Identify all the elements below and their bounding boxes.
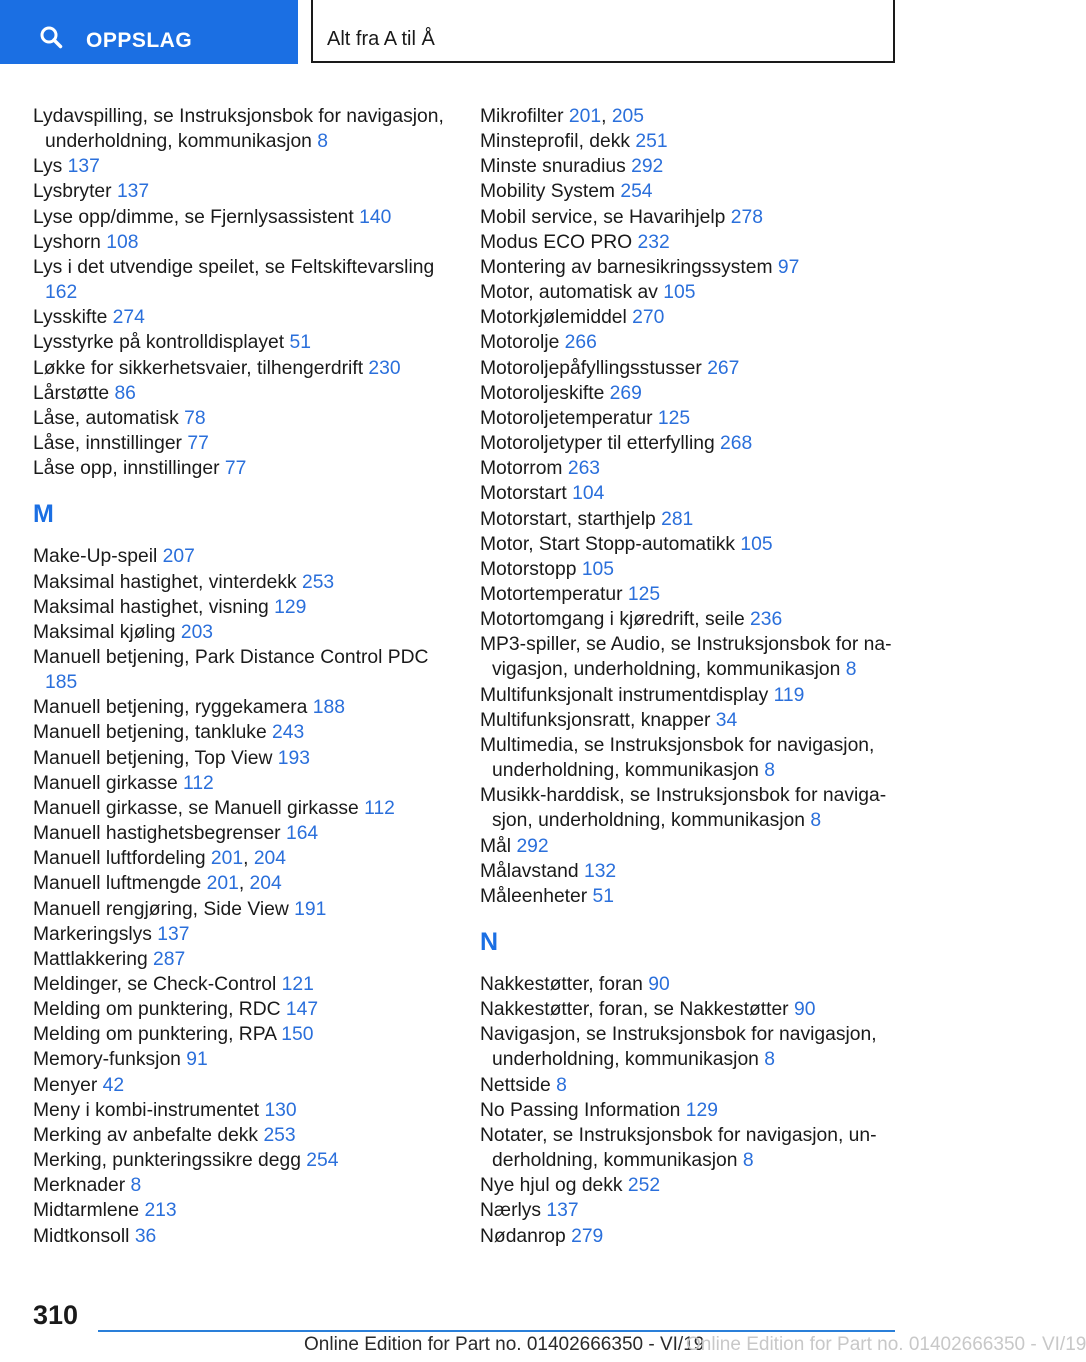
index-entry [480, 1224, 900, 1249]
index-entry-text: Minste snuradius [480, 156, 626, 178]
index-entry-text: Manuell betjening, ryggekamera [33, 697, 308, 719]
index-entry [33, 1198, 453, 1223]
index-entry [480, 582, 900, 607]
index-entry [33, 544, 453, 569]
index-entry-text: Manuell betjening, Park Distance Control PDC [33, 646, 429, 668]
page-ref-link[interactable]: 91 [186, 1049, 208, 1071]
index-entry-text: Manuell girkasse, se Manuell girkasse [33, 797, 359, 819]
index-entry [480, 356, 900, 381]
index-entry-text: Lysbryter [33, 181, 112, 203]
index-entry: Manuell luftmengde 201, 204 [33, 873, 282, 895]
page-ref-link[interactable]: 8 [810, 810, 822, 832]
page-ref-link[interactable]: 232 [637, 231, 670, 253]
index-entry-text: Nakkestøtter, foran [480, 974, 643, 995]
index-entry-text: Låse, innstillinger [33, 433, 182, 455]
search-icon [40, 26, 62, 48]
index-entry-text: Låse, automatisk [33, 407, 179, 429]
page-ref-link[interactable]: 268 [720, 433, 753, 455]
page-ref-link[interactable]: 8 [317, 131, 328, 153]
index-entry [33, 997, 453, 1022]
index-entry-text: Merknader [33, 1175, 126, 1197]
header-tab-oppslag[interactable] [0, 0, 298, 64]
section-letter: N [480, 927, 499, 956]
page-ref-link[interactable]: 129 [685, 1099, 718, 1121]
index-entry-text: Motorstart [480, 483, 567, 505]
page-ref-link[interactable]: 105 [740, 533, 773, 555]
index-entry [480, 406, 900, 431]
index-entry-text: Manuell luftfordeling [33, 848, 206, 870]
index-entry [33, 305, 453, 330]
index-entry-text: Motor, automatisk av [480, 282, 658, 304]
page-ref-link[interactable]: 86 [114, 382, 136, 404]
index-entry [480, 834, 900, 859]
page-ref-link[interactable]: 97 [777, 256, 800, 278]
page-ref-link[interactable]: 236 [750, 609, 783, 631]
index-entry [33, 456, 453, 481]
index-entry [480, 607, 900, 632]
index-entry [480, 1098, 900, 1123]
index-entry [480, 129, 900, 154]
page-ref-link[interactable]: 292 [516, 835, 549, 857]
index-entry [33, 1123, 453, 1148]
index-entry [480, 507, 900, 532]
page-ref-link[interactable]: 185 [45, 672, 78, 694]
index-entry-text: Maksimal kjøling [33, 621, 176, 643]
index-entry [33, 1173, 453, 1198]
page-ref-link[interactable]: 203 [180, 621, 214, 643]
page-ref-link[interactable]: 8 [556, 1074, 567, 1096]
index-entry-text: Meldinger, se Check-Control [33, 974, 277, 995]
index-entry [480, 557, 900, 582]
index-entry-text: Mikrofilter [480, 106, 564, 127]
index-entry [480, 205, 900, 230]
page-ref-link[interactable]: 281 [661, 508, 694, 530]
index-entry-text: Montering av barnesikringssystem [480, 256, 773, 278]
page-ref-link[interactable]: 205 [611, 106, 644, 127]
index-entry-text: Manuell betjening, tankluke [33, 722, 267, 744]
index-entry-text: Mobil service, se Havarihjelp [480, 206, 726, 228]
page-ref-link[interactable]: 252 [627, 1175, 661, 1197]
page-ref-link[interactable]: 8 [845, 659, 857, 681]
index-entry [480, 1073, 900, 1098]
page-ref-link[interactable]: 36 [134, 1225, 157, 1247]
index-entry-text: Multifunksjonsratt, knapper [480, 709, 711, 731]
index-entry-text: Midtarmlene [33, 1200, 140, 1222]
index-column-left [33, 104, 453, 1249]
index-entry-text: Midtkonsoll [33, 1225, 130, 1247]
index-entry [480, 330, 900, 355]
index-entry [33, 620, 453, 645]
index-entry-text: Motoroljetyper til etterfylling [480, 433, 715, 455]
index-entry-text: Merking av anbefalte dekk [33, 1124, 259, 1146]
index-entry [33, 255, 453, 305]
page-ref-link[interactable]: 78 [184, 407, 206, 429]
index-entry [33, 1047, 453, 1072]
index-entry [33, 431, 453, 456]
page-ref-link[interactable]: 292 [631, 156, 664, 178]
index-entry: Manuell luftfordeling 201, 204 [33, 848, 286, 870]
index-entry-text: Manuell luftmengde [33, 873, 202, 895]
index-entry-text: Markeringslys [33, 923, 152, 945]
index-entry [33, 1022, 453, 1047]
index-entry [33, 645, 453, 695]
page-ref-link[interactable]: 140 [359, 206, 392, 228]
index-entry-text: Manuell rengjøring, Side View [33, 898, 289, 920]
page-ref-link[interactable]: 251 [635, 131, 668, 153]
page-ref-link[interactable]: 162 [45, 282, 78, 304]
page-title: Alt fra A til Å [327, 28, 435, 50]
index-entry [33, 972, 453, 997]
footer-divider [98, 1330, 895, 1332]
index-entry-text: Nye hjul og dekk [480, 1175, 623, 1197]
index-column-right [480, 104, 900, 1249]
page-ref-link[interactable]: 279 [571, 1225, 604, 1247]
index-entry-text: Motoroljepåfyllingsstusser [480, 357, 702, 379]
page-ref-link[interactable]: 125 [627, 583, 661, 605]
index-entry [480, 1173, 900, 1198]
index-entry-text: Nødanrop [480, 1225, 566, 1247]
index-entry-text: Make-Up-speil [33, 546, 158, 568]
index-entry-text: Motoroljetemperatur [480, 407, 653, 429]
index-entry-text: Manuell hastighetsbegrenser [33, 823, 281, 845]
index-entry [480, 708, 900, 733]
page-ref-link[interactable]: 8 [130, 1175, 142, 1197]
index-entry [480, 683, 900, 708]
index-entry-text: Mål [480, 835, 512, 857]
index-entry-text: No Passing Information [480, 1099, 681, 1121]
index-entry [33, 104, 453, 154]
index-entry-text: Motor, Start Stopp-automatikk [480, 533, 736, 555]
index-entry [33, 796, 453, 821]
index-entry-text: Motorstart, starthjelp [480, 508, 656, 530]
index-entry [33, 746, 453, 771]
page-ref-link[interactable]: 34 [715, 709, 738, 731]
page-ref-link[interactable]: 121 [281, 974, 314, 995]
index-entry [33, 1148, 453, 1173]
index-entry-text: Lyshorn [33, 231, 101, 253]
page-ref-link[interactable]: 266 [564, 332, 597, 354]
page-ref-link[interactable]: 51 [289, 332, 311, 354]
index-entry [480, 481, 900, 506]
index-entry-text: Manuell girkasse [33, 772, 178, 794]
index-entry-text: Motoroljeskifte [480, 382, 605, 404]
page-number: 310 [33, 1300, 79, 1330]
index-entry [480, 859, 900, 884]
header-title-box [311, 0, 895, 63]
page-ref-link[interactable]: 204 [253, 848, 286, 870]
index-entry-text: Navigasjon, se Instruksjonsbok for navigasjon, underholdning, kommunikasjon [480, 1024, 877, 1071]
index-entry-text: Lårstøtte [33, 382, 110, 404]
index-entry-text: Motorkjølemiddel [480, 307, 627, 329]
index-entry-text: Målavstand [480, 860, 579, 882]
page-ref-link[interactable]: 137 [546, 1200, 579, 1222]
index-entry [480, 305, 900, 330]
page-ref-link[interactable]: 129 [274, 596, 307, 618]
index-entry [480, 1022, 900, 1072]
footer-edition-text: Online Edition for Part no. 01402666350 - VI/19 [304, 1334, 705, 1355]
index-entry-text: Lys i det utvendige speilet, se Feltskiftevarsling [33, 256, 435, 278]
index-entry [480, 783, 900, 833]
index-entry-text: Melding om punktering, RDC [33, 999, 281, 1021]
page-ref-link[interactable]: 77 [187, 433, 209, 455]
page-ref-link[interactable]: 104 [572, 483, 605, 505]
page-ref-link[interactable]: 147 [285, 999, 319, 1021]
page-ref-link[interactable]: 230 [368, 357, 401, 379]
index-entry [33, 406, 453, 431]
page-ref-link[interactable]: 77 [224, 458, 247, 480]
index-entry [33, 1224, 453, 1249]
index-entry-text: Meny i kombi-instrumentet [33, 1099, 260, 1121]
page-ref-link[interactable]: 201 [206, 873, 239, 895]
page-ref-link[interactable]: 42 [102, 1074, 125, 1096]
index-entry [33, 821, 453, 846]
index-entry [480, 632, 900, 682]
page-ref-link[interactable]: 269 [609, 382, 642, 404]
index-entry-text: Motorolje [480, 332, 560, 354]
page-ref-link[interactable]: 150 [281, 1024, 314, 1046]
page-ref-link[interactable]: 287 [153, 948, 186, 970]
index-entry [480, 431, 900, 456]
index-entry-text: Lyse opp/dimme, se Fjernlysassistent [33, 206, 354, 228]
index-entry [33, 330, 453, 355]
page-ref-link[interactable]: 253 [263, 1124, 296, 1146]
index-entry-text: Modus ECO PRO [480, 231, 633, 253]
index-entry-text: Nettside [480, 1074, 551, 1096]
page-ref-link[interactable]: 137 [67, 156, 100, 178]
index-entry-text: Mattlakkering [33, 948, 148, 970]
page-ref-link[interactable]: 254 [620, 181, 653, 203]
index-entry-text: Merking, punkteringssikre degg [33, 1150, 301, 1172]
index-entry-text: MP3-spiller, se Audio, se Instruksjonsbok for navigasjon, underholdning, kommunikasjon [480, 634, 892, 681]
index-entry [480, 179, 900, 204]
page-ref-link[interactable]: 263 [567, 458, 601, 480]
index-entry [480, 532, 900, 557]
index-entry [480, 997, 900, 1022]
index-entry-text: Menyer [33, 1074, 98, 1096]
index-entry-text: Minsteprofil, dekk [480, 131, 631, 153]
index-entry-text: Motorrom [480, 458, 563, 480]
index-entry [33, 922, 453, 947]
index-entry-text: Nakkestøtter, foran, se Nakkestøtter [480, 999, 789, 1021]
index-entry [480, 456, 900, 481]
index-entry-text: Multimedia, se Instruksjonsbok for navigasjon, underholdning, kommunikasjon [480, 734, 875, 782]
index-entry [33, 205, 453, 230]
page-ref-link[interactable]: 137 [157, 923, 190, 945]
index-entry-text: Musikk-harddisk, se Instruksjonsbok for navigasjon, underholdning, kommunikasjon [480, 785, 887, 832]
index-entry [33, 179, 453, 204]
page-ref-link[interactable]: 119 [773, 684, 805, 706]
page-ref-link[interactable]: 112 [364, 797, 395, 819]
index-entry-text: Låse opp, innstillinger [33, 458, 220, 480]
index-entry-text: Mobility System [480, 181, 615, 203]
index-entry [480, 733, 900, 783]
index-entry [33, 947, 453, 972]
page-ref-link[interactable]: 193 [277, 747, 310, 769]
index-entry [480, 884, 900, 909]
page-ref-link[interactable]: 51 [592, 885, 614, 907]
page-ref-link[interactable]: 8 [764, 760, 775, 782]
page-ref-link[interactable]: 191 [294, 898, 327, 920]
page-ref-link[interactable]: 278 [730, 206, 763, 228]
index-entry [480, 1123, 900, 1173]
page-ref-link[interactable]: 108 [106, 231, 139, 253]
watermark: Online Edition for Part no. 01402666350 - VI/19 [686, 1334, 1086, 1355]
index-entry [33, 720, 453, 745]
index-entry [33, 1073, 453, 1098]
index-entry [33, 381, 453, 406]
header-tab-label: OPPSLAG [86, 29, 193, 52]
index-entry: Mikrofilter 201, 205 [480, 106, 644, 127]
index-entry [33, 695, 453, 720]
page-ref-link[interactable]: 270 [632, 307, 665, 329]
page-ref-link[interactable]: 213 [144, 1200, 177, 1222]
index-entry [33, 1098, 453, 1123]
page-ref-link[interactable]: 201 [210, 848, 244, 870]
index-entry [480, 230, 900, 255]
index-entry-text: Maksimal hastighet, visning [33, 596, 269, 618]
index-entry-text: Lys [33, 156, 63, 178]
index-entry [33, 771, 453, 796]
page-ref-link[interactable]: 204 [249, 873, 282, 895]
page-ref-link[interactable]: 274 [112, 307, 145, 329]
index-entry-text: Notater, se Instruksjonsbok for navigasjon, underholdning, kommunikasjon [480, 1124, 877, 1172]
page-ref-link[interactable]: 164 [285, 823, 319, 845]
index-entry-text: Multifunksjonalt instrumentdisplay [480, 684, 769, 706]
index-entry [480, 972, 900, 997]
index-entry-text: Lydavspilling, se Instruksjonsbok for navigasjon, underholdning, kommunikasjon [33, 106, 444, 153]
index-entry-text: Lysskifte [33, 307, 108, 329]
index-entry-text: Memory-funksjon [33, 1049, 181, 1071]
page-ref-link[interactable]: 125 [657, 407, 691, 429]
page-ref-link[interactable]: 254 [306, 1150, 339, 1172]
page-ref-link[interactable]: 112 [183, 772, 214, 794]
index-entry-text: Måleenheter [480, 885, 588, 907]
page-ref-link[interactable]: 8 [764, 1049, 775, 1071]
page-ref-link[interactable]: 130 [264, 1099, 297, 1121]
page-ref-link[interactable]: 207 [162, 546, 195, 568]
index-entry [480, 255, 900, 280]
index-entry [480, 1198, 900, 1223]
index-entry [480, 280, 900, 305]
index-entry [33, 897, 453, 922]
page-ref-link[interactable]: 137 [116, 181, 150, 203]
page-ref-link[interactable]: 201 [568, 106, 602, 127]
page-ref-link[interactable]: 253 [301, 571, 335, 593]
index-entry-text: Motortemperatur [480, 583, 623, 605]
index-entry [33, 154, 453, 179]
index-entry-text: Nærlys [480, 1200, 542, 1222]
index-entry-text: Motorstopp [480, 558, 577, 580]
index-entry [33, 356, 453, 381]
page-ref-link[interactable]: 267 [707, 357, 740, 379]
page-ref-link[interactable]: 132 [583, 860, 617, 882]
index-entry [33, 570, 453, 595]
page-ref-link[interactable]: 90 [793, 999, 816, 1021]
index-entry-text: Motortomgang i kjøredrift, seile [480, 609, 745, 631]
page-ref-link[interactable]: 188 [312, 697, 345, 719]
index-entry [480, 154, 900, 179]
page-ref-link[interactable]: 90 [648, 974, 670, 995]
index-entry-text: Melding om punktering, RPA [33, 1024, 276, 1046]
page-ref-link[interactable]: 243 [272, 722, 305, 744]
index-entry-text: Løkke for sikkerhetsvaier, tilhengerdrift [33, 357, 364, 379]
page-ref-link[interactable]: 105 [581, 558, 614, 580]
page-ref-link[interactable]: 105 [663, 282, 696, 304]
section-letter: M [33, 500, 54, 529]
index-entry [480, 381, 900, 406]
index-entry [33, 595, 453, 620]
index-entry-text: Maksimal hastighet, vinterdekk [33, 571, 297, 593]
index-entry-text: Manuell betjening, Top View [33, 747, 273, 769]
index-entry [33, 230, 453, 255]
index-entry-text: Lysstyrke på kontrolldisplayet [33, 332, 285, 354]
page-ref-link[interactable]: 8 [742, 1150, 754, 1172]
